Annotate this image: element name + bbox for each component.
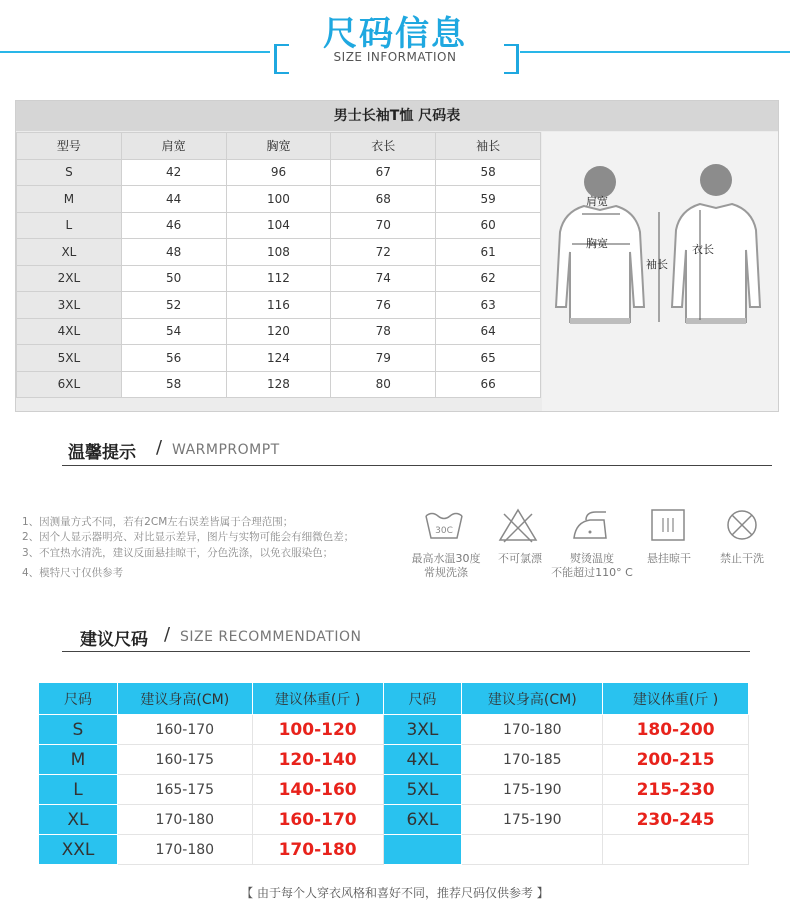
- size-value-cell: 112: [226, 265, 331, 292]
- no-bleach-icon: [498, 508, 538, 544]
- size-value-cell: 52: [121, 292, 226, 319]
- care-label-iron-line1: 熨烫温度: [570, 552, 614, 565]
- size-label-cell: 3XL: [17, 292, 122, 319]
- warm-prompt-slash: /: [156, 437, 163, 458]
- size-col-header: 袖长: [436, 133, 541, 160]
- size-label-cell: 6XL: [17, 371, 122, 398]
- recommendation-col-header: 建议身高(CM): [117, 683, 252, 715]
- recommendation-weight-cell: 230-245: [603, 805, 749, 835]
- recommendation-height-cell: 170-180: [462, 715, 603, 745]
- size-value-cell: 54: [121, 318, 226, 345]
- recommendation-weight-cell: 160-170: [252, 805, 383, 835]
- size-value-cell: 62: [436, 265, 541, 292]
- care-label-bleach-line1: 不可氯漂: [498, 552, 542, 565]
- size-value-cell: 63: [436, 292, 541, 319]
- care-label-bleach: [488, 552, 552, 566]
- recommendation-weight-cell: 100-120: [252, 715, 383, 745]
- recommendation-col-header: 尺码: [383, 683, 462, 715]
- warm-prompt-title: 温馨提示: [68, 443, 136, 463]
- recommendation-size-cell: XL: [39, 805, 118, 835]
- recommendation-row: [39, 745, 749, 775]
- recommendation-row: [39, 715, 749, 745]
- recommendation-height-cell: 170-180: [117, 835, 252, 865]
- size-value-cell: 65: [436, 345, 541, 372]
- page-subtitle: SIZE INFORMATION: [333, 50, 457, 64]
- size-value-cell: 61: [436, 239, 541, 266]
- size-value-cell: 76: [331, 292, 436, 319]
- size-value-cell: 116: [226, 292, 331, 319]
- size-label-cell: XL: [17, 239, 122, 266]
- size-value-cell: 56: [121, 345, 226, 372]
- recommendation-height-cell: 170-185: [462, 745, 603, 775]
- wash-30-icon: [424, 508, 464, 544]
- recommendation-divider: [62, 651, 750, 652]
- size-value-cell: 96: [226, 159, 331, 186]
- care-label-wash-line2: 常规洗涤: [424, 566, 468, 579]
- care-label-iron: [546, 552, 638, 580]
- recommendation-col-header: 建议身高(CM): [462, 683, 603, 715]
- size-table-header: [17, 133, 541, 160]
- size-value-cell: 120: [226, 318, 331, 345]
- size-label-cell: S: [17, 159, 122, 186]
- size-value-cell: 72: [331, 239, 436, 266]
- size-value-cell: 42: [121, 159, 226, 186]
- recommendation-col-header: 尺码: [39, 683, 118, 715]
- size-table-row: [17, 318, 541, 345]
- iron-icon: [570, 508, 610, 544]
- size-value-cell: 46: [121, 212, 226, 239]
- recommendation-row: [39, 775, 749, 805]
- recommendation-col-header: 建议体重(斤 ): [252, 683, 383, 715]
- size-label-cell: 4XL: [17, 318, 122, 345]
- size-value-cell: 50: [121, 265, 226, 292]
- warm-prompt-english: WARMPROMPT: [172, 442, 280, 458]
- recommendation-row: [39, 835, 749, 865]
- size-label-cell: L: [17, 212, 122, 239]
- size-col-header: 肩宽: [121, 133, 226, 160]
- size-table-row: [17, 186, 541, 213]
- size-table-row: [17, 159, 541, 186]
- care-label-dryclean-line1: 禁止干洗: [720, 552, 764, 565]
- recommendation-size-cell: [383, 835, 462, 865]
- label-shoulder: 肩宽: [586, 195, 608, 208]
- recommendation-size-cell: 6XL: [383, 805, 462, 835]
- size-value-cell: 44: [121, 186, 226, 213]
- recommendation-size-cell: 3XL: [383, 715, 462, 745]
- recommendation-height-cell: 165-175: [117, 775, 252, 805]
- size-label-cell: M: [17, 186, 122, 213]
- size-value-cell: 58: [436, 159, 541, 186]
- recommendation-size-cell: L: [39, 775, 118, 805]
- recommendation-row: [39, 805, 749, 835]
- recommendation-height-cell: 160-175: [117, 745, 252, 775]
- size-value-cell: 128: [226, 371, 331, 398]
- recommendation-size-cell: M: [39, 745, 118, 775]
- warm-prompt-divider: [62, 465, 772, 466]
- label-sleeve: 袖长: [646, 258, 668, 271]
- size-table: [16, 132, 541, 398]
- note-4: 4、模特尺寸仅供参考: [22, 567, 124, 579]
- size-value-cell: 74: [331, 265, 436, 292]
- care-label-wash-line1: 最高水温30度: [411, 552, 481, 565]
- recommendation-header: [39, 683, 749, 715]
- size-chart-title: 男士长袖T恤 尺码表: [16, 101, 778, 131]
- size-value-cell: 60: [436, 212, 541, 239]
- label-length: 衣长: [692, 243, 714, 256]
- recommendation-weight-cell: 120-140: [252, 745, 383, 775]
- recommendation-weight-cell: [603, 835, 749, 865]
- care-label-iron-line2: 不能超过110° C: [551, 566, 633, 579]
- recommendation-size-cell: XXL: [39, 835, 118, 865]
- recommendation-size-cell: 5XL: [383, 775, 462, 805]
- recommendation-height-cell: 175-190: [462, 805, 603, 835]
- recommendation-height-cell: 175-190: [462, 775, 603, 805]
- size-value-cell: 78: [331, 318, 436, 345]
- recommendation-table: [38, 682, 749, 865]
- note-1: 1、因测量方式不同，若有2CM左右误差皆属于合理范围；: [22, 516, 294, 528]
- measurement-figure: [542, 132, 778, 411]
- size-table-row: [17, 265, 541, 292]
- size-label-cell: 2XL: [17, 265, 122, 292]
- size-value-cell: 58: [121, 371, 226, 398]
- size-value-cell: 79: [331, 345, 436, 372]
- size-col-header: 胸宽: [226, 133, 331, 160]
- hang-dry-icon: [648, 508, 688, 544]
- label-chest: 胸宽: [586, 237, 608, 250]
- size-value-cell: 70: [331, 212, 436, 239]
- size-value-cell: 124: [226, 345, 331, 372]
- recommendation-height-cell: 160-170: [117, 715, 252, 745]
- recommendation-col-header: 建议体重(斤 ): [603, 683, 749, 715]
- size-col-header: 衣长: [331, 133, 436, 160]
- size-value-cell: 59: [436, 186, 541, 213]
- recommendation-weight-cell: 180-200: [603, 715, 749, 745]
- header-line-right: [520, 51, 790, 53]
- recommendation-title: 建议尺码: [80, 630, 148, 650]
- size-chart: [15, 100, 779, 412]
- size-value-cell: 67: [331, 159, 436, 186]
- recommendation-height-cell: [462, 835, 603, 865]
- size-value-cell: 64: [436, 318, 541, 345]
- care-label-wash: [406, 552, 486, 580]
- size-table-row: [17, 371, 541, 398]
- recommendation-weight-cell: 200-215: [603, 745, 749, 775]
- size-value-cell: 48: [121, 239, 226, 266]
- care-label-hang-line1: 悬挂晾干: [647, 552, 691, 565]
- recommendation-slash: /: [164, 624, 171, 645]
- size-value-cell: 68: [331, 186, 436, 213]
- care-label-dryclean: [710, 552, 774, 566]
- recommendation-height-cell: 170-180: [117, 805, 252, 835]
- size-value-cell: 100: [226, 186, 331, 213]
- size-table-row: [17, 212, 541, 239]
- recommendation-weight-cell: 170-180: [252, 835, 383, 865]
- size-value-cell: 108: [226, 239, 331, 266]
- size-col-header: 型号: [17, 133, 122, 160]
- size-label-cell: 5XL: [17, 345, 122, 372]
- size-value-cell: 66: [436, 371, 541, 398]
- size-value-cell: 104: [226, 212, 331, 239]
- no-tumble-dry-icon: [722, 508, 762, 544]
- size-value-cell: 80: [331, 371, 436, 398]
- header-line-left: [0, 51, 270, 53]
- recommendation-english: SIZE RECOMMENDATION: [180, 629, 362, 645]
- recommendation-size-cell: S: [39, 715, 118, 745]
- recommendation-weight-cell: 215-230: [603, 775, 749, 805]
- recommendation-size-cell: 4XL: [383, 745, 462, 775]
- recommendation-weight-cell: 140-160: [252, 775, 383, 805]
- size-table-row: [17, 239, 541, 266]
- footer-note: 【 由于每个人穿衣风格和喜好不同，推荐尺码仅供参考 】: [241, 886, 549, 900]
- note-3: 3、不宜热水清洗，建议反面悬挂晾干，分色洗涤，以免衣服染色；: [22, 547, 334, 559]
- page-title: 尺码信息: [323, 14, 467, 54]
- size-table-row: [17, 345, 541, 372]
- wash-30-text: 30C: [435, 526, 453, 536]
- care-label-hang: [636, 552, 702, 566]
- note-2: 2、因个人显示器明亮、对比显示差异，图片与实物可能会有细微色差；: [22, 531, 355, 543]
- size-table-row: [17, 292, 541, 319]
